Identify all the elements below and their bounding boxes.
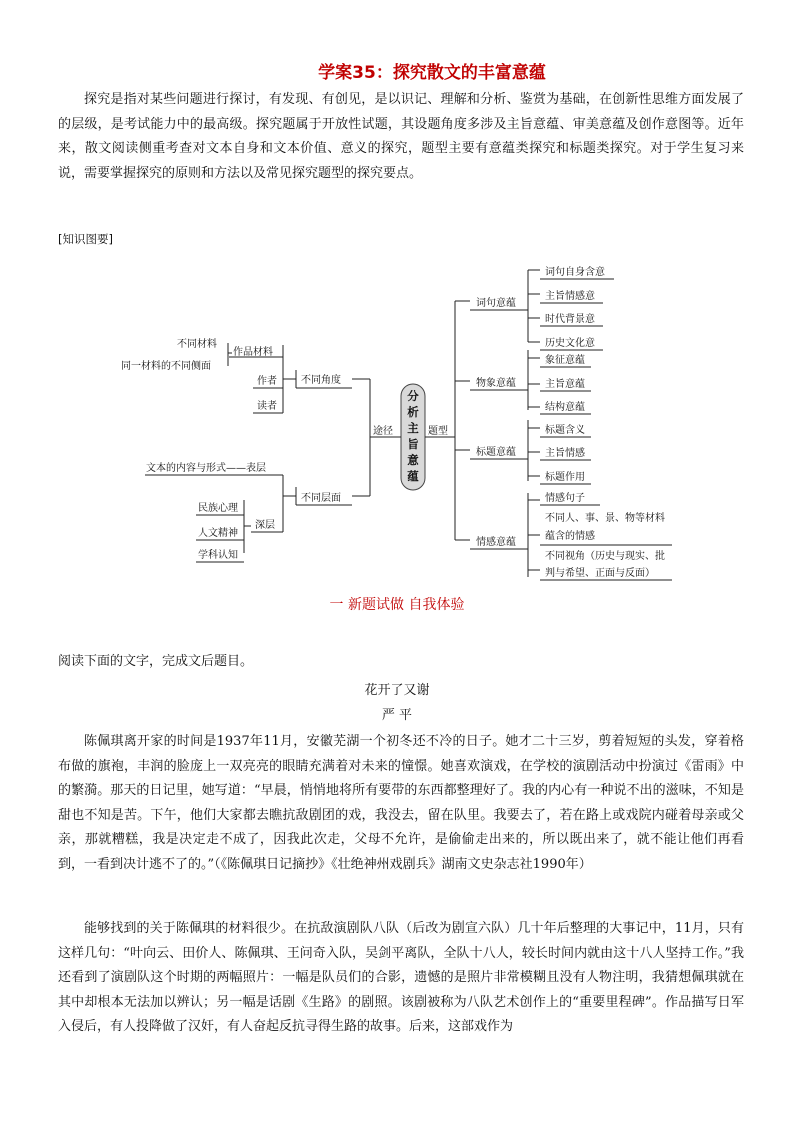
emotion-item-3b: 判与希望、正面与反面） [545, 568, 655, 579]
article-paragraph-2: 能够找到的关于陈佩琪的材料很少。在抗敌演剧队八队（后改为剧宣六队）几十年后整理的大事记中，11月，只有这样几句：“叶向云、田价人、陈佩琪、王问奇入队，吴剑平离队，全队十八人，较长时间内就由这十八人坚持工作。”我还看到了演剧队这个时期的两幅照片：一幅是队员们的合影，遗憾的是照片非常模糊且没有人物注明，我猜想佩琪就在其中却根本无法加以辨认；另一幅是话剧《生路》的剧照。该剧被称为八队艺术创作上的“重要里程碑”。作品描写日军入侵后，有人投降做了汉奸，有人奋起反抗寻得生路的故事。后来，这部戏作为 [58, 921, 744, 1035]
instruction: 阅读下面的文字，完成文后题目。 [58, 654, 254, 669]
node-surface: 文本的内容与形式——表层 [146, 463, 266, 474]
node-author: 作者 [257, 376, 277, 387]
intro-paragraph: 探究是指对某些问题进行探讨，有发现、有创见，是以识记、理解和分析、鉴赏为基础，在创新性思维方面发展了的层级，是考试能力中的最高级。探究题属于开放性试题，其设题角度多涉及主旨意蕴、审美意蕴及创作意图等。近年来，散文阅读侧重考查对文本自身和文本价值、意义的探究，题型主要有意蕴类探究和标题类探究。对于学生复习来说，需要掌握探究的原则和方法以及常见探究题型的探究要点。 [58, 92, 744, 181]
node-works: 作品材料 [233, 347, 273, 358]
center-char-4: 旨 [407, 437, 419, 451]
center-char-2: 析 [407, 405, 419, 419]
emotion-item-2b: 蕴含的情感 [545, 531, 595, 542]
article-paragraph-1: 陈佩琪离开家的时间是1937年11月，安徽芜湖一个初冬还不冷的日子。她才二十三岁，剪着短短的头发，穿着格布做的旗袍，丰润的脸庞上一双亮亮的眼睛充满着对未来的憧憬。她喜欢演戏，在学校的演剧活动中扮演过《雷雨》中的繁漪。那天的日记里，她写道：“早晨，悄悄地将所有要带的东西都整理好了。我的内心有一种说不出的滋味，不知是甜也不知是苦。下午，他们大家都去瞧抗敌剧团的戏，我没去，留在队里。我要去了，若在路上或戏院内碰着母亲或父亲，那就糟糕，我是决定走不成了，因我此次走，父母不允许，是偷偷走出来的，所以既出来了，就不能让他们再看到，一看到决计逃不了的。”（《陈佩琪日记摘抄》《壮绝神州戏剧兵》湖南文史杂志社1990年） [58, 734, 744, 872]
path-label: 途径 [373, 426, 393, 437]
center-char-3: 主 [407, 421, 419, 435]
object-item-3: 结构意蕴 [545, 402, 585, 413]
emotion-item-1: 情感句子 [545, 493, 585, 504]
node-diff-material: 不同材料 [177, 339, 217, 350]
node-deep-2: 人文精神 [198, 528, 238, 539]
type-words: 词句意蕴 [476, 298, 516, 309]
node-deep-1: 民族心理 [198, 503, 238, 514]
center-char-6: 蕴 [407, 469, 419, 483]
words-item-4: 历史文化意 [545, 338, 595, 349]
center-char-5: 意 [407, 453, 419, 467]
object-item-2: 主旨意蕴 [545, 379, 585, 390]
words-item-1: 词句自身含意 [545, 267, 605, 278]
section-one-heading: 一 新题试做 自我体验 [329, 597, 465, 613]
words-item-3: 时代背景意 [545, 314, 595, 325]
node-same-material: 同一材料的不同侧面 [121, 361, 211, 372]
type-object: 物象意蕴 [476, 378, 516, 389]
node-level: 不同层面 [301, 493, 341, 504]
type-title: 标题意蕴 [476, 447, 516, 458]
article-author: 严 平 [381, 708, 413, 723]
section-label: [知识图要] [58, 232, 113, 246]
article-title: 花开了又谢 [364, 683, 430, 698]
object-item-1: 象征意蕴 [545, 355, 585, 366]
type-label: 题型 [428, 426, 448, 437]
node-reader: 读者 [257, 401, 277, 412]
node-deep: 深层 [255, 520, 275, 531]
words-item-2: 主旨情感意 [545, 291, 595, 302]
node-deep-3: 学科认知 [198, 550, 238, 561]
emotion-item-2a: 不同人、事、景、物等材料 [545, 513, 665, 524]
emotion-item-3a: 不同视角（历史与现实、批 [545, 551, 665, 562]
page-title: 学案35：探究散文的丰富意蕴 [318, 63, 546, 83]
type-emotion: 情感意蕴 [476, 537, 516, 548]
title-item-1: 标题含义 [545, 425, 585, 436]
title-item-3: 标题作用 [545, 472, 585, 483]
knowledge-diagram [0, 250, 794, 590]
center-char-1: 分 [407, 389, 419, 403]
title-item-2: 主旨情感 [545, 448, 585, 459]
node-angle: 不同角度 [301, 375, 341, 386]
